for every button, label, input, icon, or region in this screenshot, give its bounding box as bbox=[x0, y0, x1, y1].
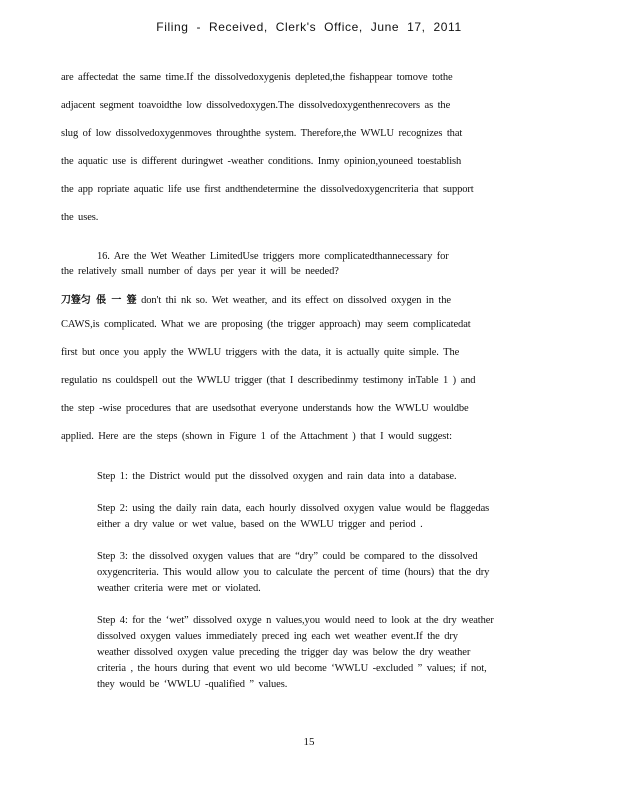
page-number: 15 bbox=[303, 736, 315, 748]
garbled-text: 刀簦匀 倀 一 簦 bbox=[61, 295, 137, 306]
step-4-line: Step 4: for the ‘wet” dissolved oxyge n values,you would need to look at the dry weather bbox=[97, 615, 494, 626]
answer-line: applied. Here are the steps (shown in Figure 1 of the Attachment ) that I would suggest: bbox=[61, 431, 452, 442]
paragraph-line: the aquatic use is different duringwet -weather conditions. Inmy opinion,youneed toestablish bbox=[61, 156, 462, 167]
step-4-line: dissolved oxygen values immediately preced ing each wet weather event.If the dry bbox=[97, 631, 458, 642]
paragraph-line: adjacent segment toavoidthe low dissolvedoxygen.The dissolvedoxygenthenrecovers as the bbox=[61, 100, 451, 111]
paragraph-line: are affectedat the same time.If the dissolvedoxygenis depleted,the fishappear tomove tothe bbox=[61, 72, 453, 83]
paragraph-line: the uses. bbox=[61, 212, 99, 223]
answer-line: the step -wise procedures that are usedsothat everyone understands how the WWLU wouldbe bbox=[61, 403, 469, 414]
step-4-line: criteria , the hours during that event wo uld become ‘WWLU -excluded ” values; if not, bbox=[97, 663, 487, 674]
paragraph-line: slug of low dissolvedoxygenmoves throughthe system. Therefore,the WWLU recognizes that bbox=[61, 128, 463, 139]
step-3-line: oxygencriteria. This would allow you to calculate the percent of time (hours) that the dry bbox=[97, 567, 490, 578]
answer-line: CAWS,is complicated. What we are proposing (the trigger approach) may seem complicatedat bbox=[61, 319, 471, 330]
question-line: 16. Are the Wet Weather LimitedUse triggers more complicatedthannecessary for bbox=[97, 251, 449, 262]
step-3-line: Step 3: the dissolved oxygen values that are “dry” could be compared to the dissolved bbox=[97, 551, 478, 562]
step-1-line: Step 1: the District would put the dissolved oxygen and rain data into a database. bbox=[97, 471, 457, 482]
step-3-line: weather criteria were met or violated. bbox=[97, 583, 261, 594]
answer-line: regulatio ns couldspell out the WWLU trigger (that I describedinmy testimony inTable 1 ) and bbox=[61, 375, 476, 386]
answer-line-rest: don't thi nk so. Wet weather, and its effect on dissolved oxygen in the bbox=[136, 295, 451, 306]
paragraph-line: the app ropriate aquatic life use first andthendetermine the dissolvedoxygencriteria that support bbox=[61, 184, 474, 195]
answer-line bbox=[61, 291, 451, 306]
step-2-line: either a dry value or wet value, based on the WWLU trigger and period . bbox=[97, 519, 423, 530]
step-4-line: weather dissolved oxygen value preceding the trigger day was below the dry weather bbox=[97, 647, 471, 658]
step-4-line: they would be ‘WWLU -qualified ” values. bbox=[97, 679, 288, 690]
question-line: the relatively small number of days per year it will be needed? bbox=[61, 266, 339, 277]
filing-header: Filing - Received, Clerk's Office, June 17, 2011 bbox=[156, 20, 462, 34]
answer-line: first but once you apply the WWLU triggers with the data, it is actually quite simple. The bbox=[61, 347, 460, 358]
step-2-line: Step 2: using the daily rain data, each hourly dissolved oxygen value would be flaggedas bbox=[97, 503, 490, 514]
